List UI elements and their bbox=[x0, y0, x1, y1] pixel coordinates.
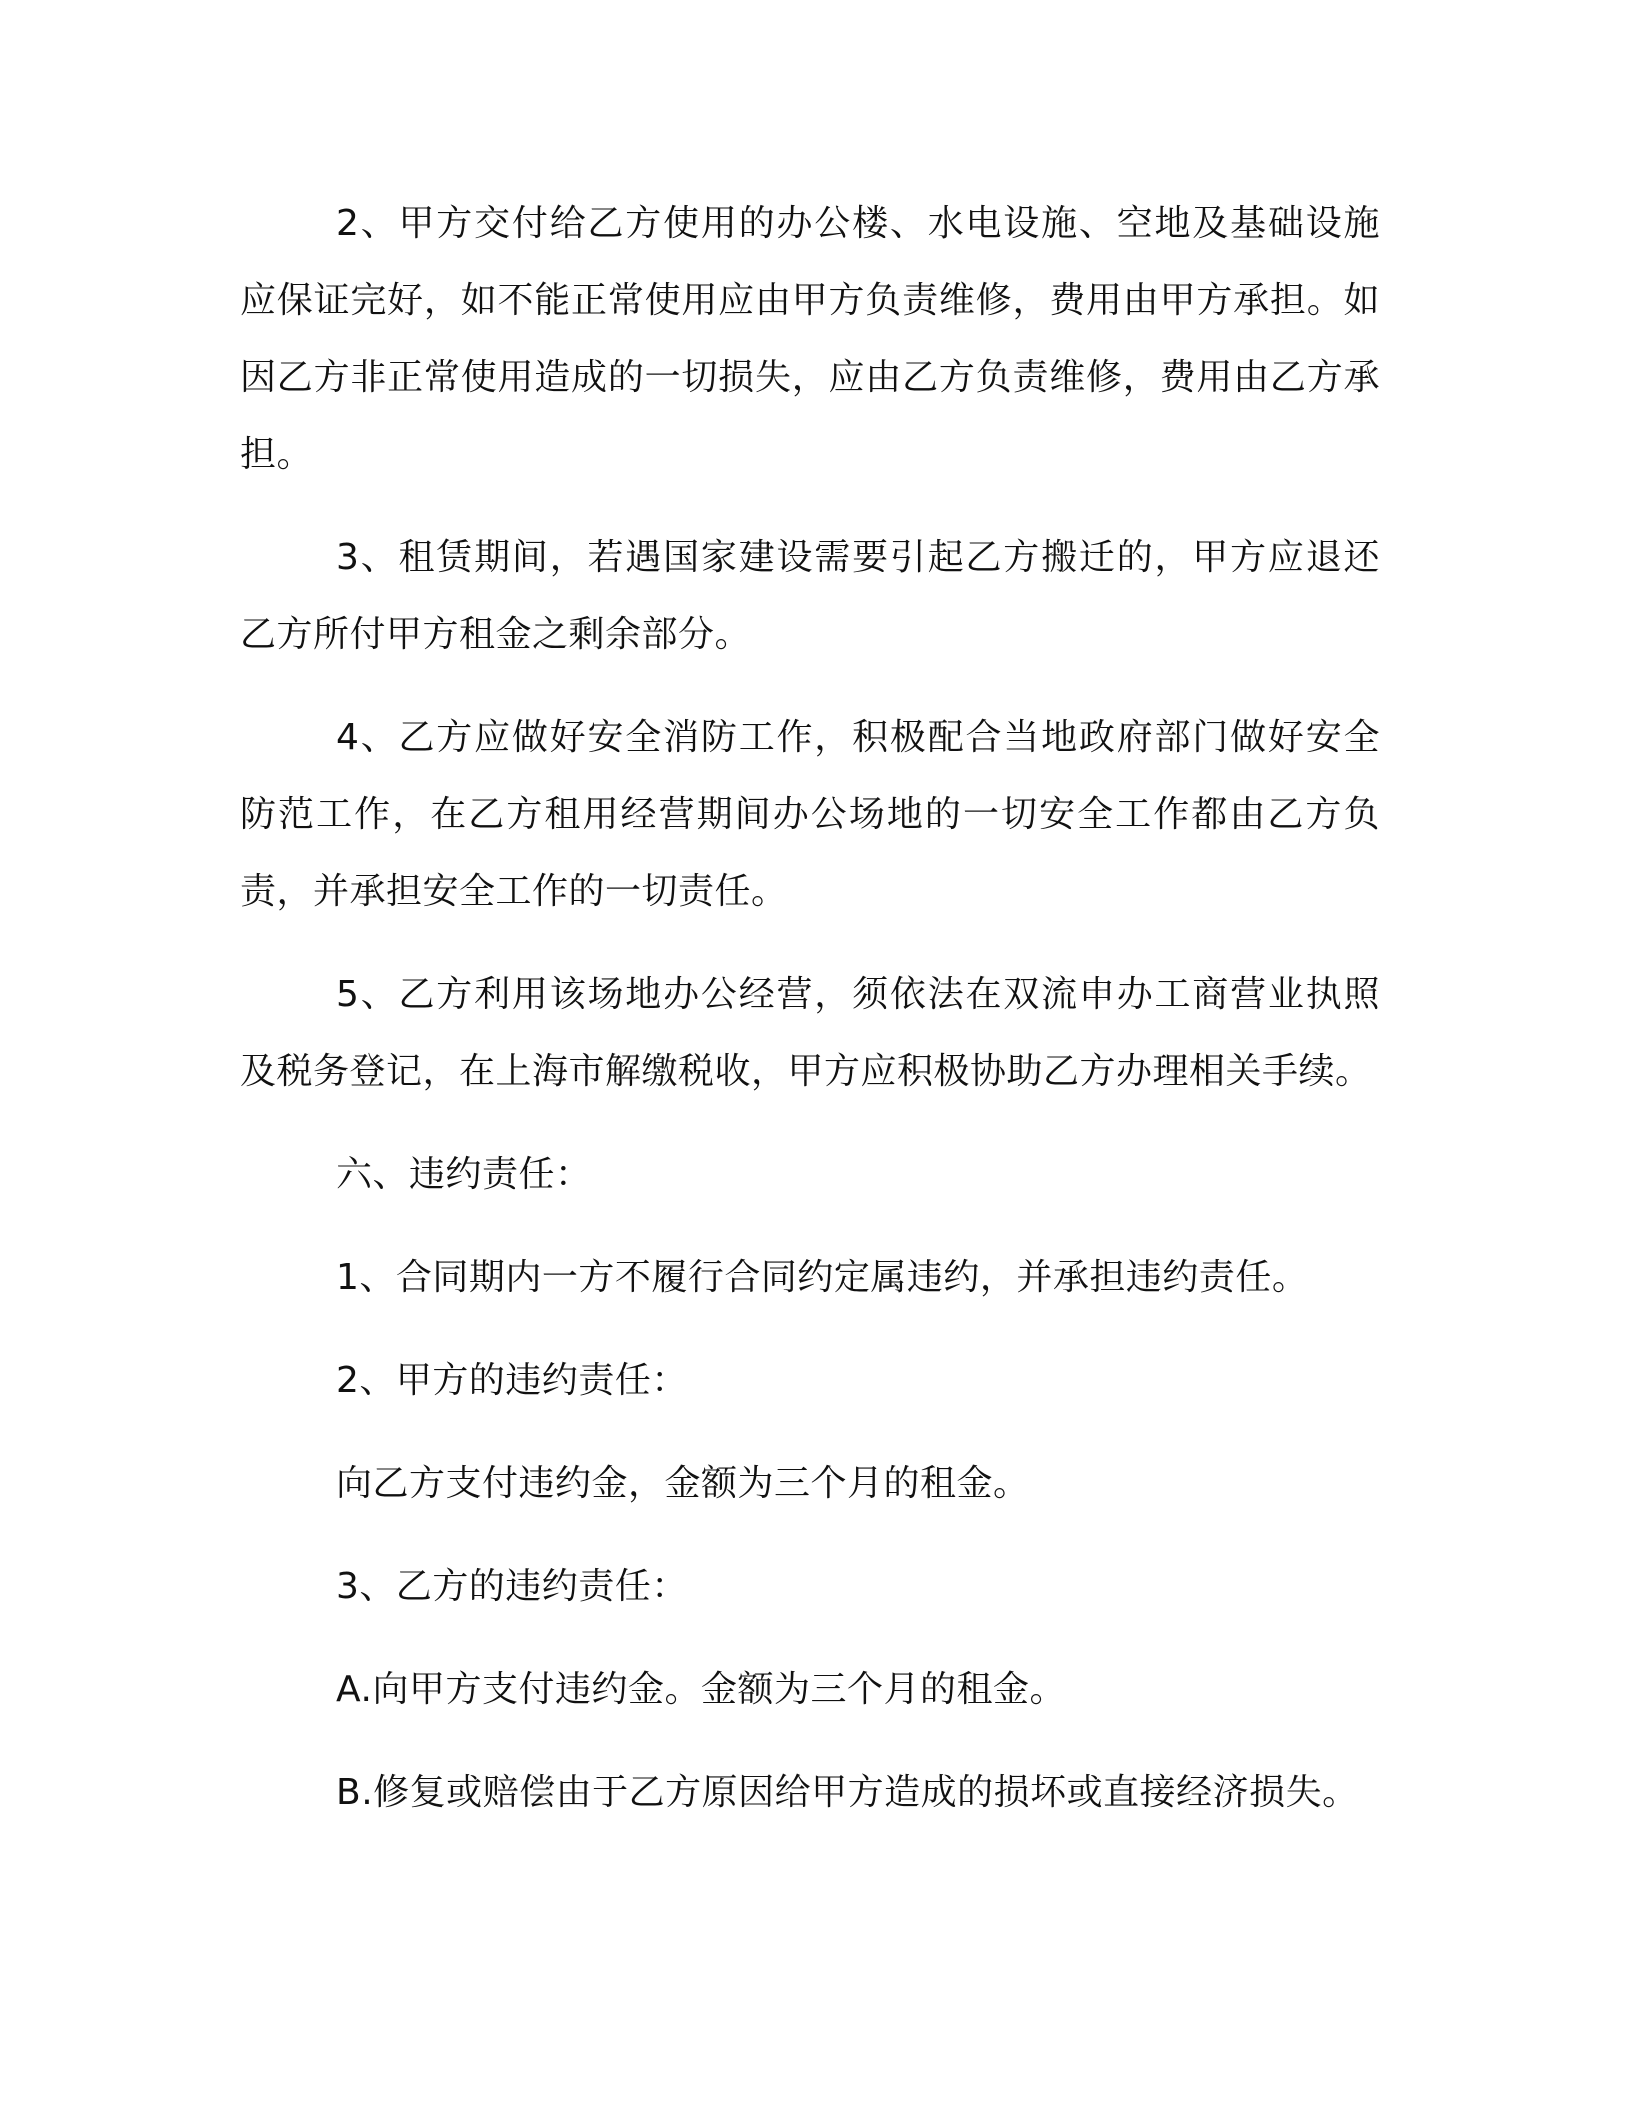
clause-paragraph: 3、乙方的违约责任： bbox=[336, 1566, 688, 1607]
clause-paragraph: 5、乙方利用该场地办公经营，须依法在双流申办工商营业执照及税务登记，在上海市解缴税收，甲方应积极协助乙方办理相关手续。 bbox=[240, 974, 1380, 1092]
section-heading: 六、违约责任： bbox=[336, 1154, 592, 1195]
clause-paragraph: A.向甲方支付违约金。金额为三个月的租金。 bbox=[336, 1669, 1066, 1710]
document-body bbox=[240, 185, 1380, 1857]
clause-paragraph: 1、合同期内一方不履行合同约定属违约，并承担违约责任。 bbox=[336, 1257, 1309, 1298]
clause-paragraph: B.修复或赔偿由于乙方原因给甲方造成的损坏或直接经济损失。 bbox=[336, 1772, 1359, 1813]
clause-paragraph: 3、租赁期间，若遇国家建设需要引起乙方搬迁的，甲方应退还乙方所付甲方租金之剩余部分。 bbox=[240, 537, 1380, 655]
clause-paragraph: 2、甲方交付给乙方使用的办公楼、水电设施、空地及基础设施应保证完好，如不能正常使用应由甲方负责维修，费用由甲方承担。如因乙方非正常使用造成的一切损失，应由乙方负责维修，费用由乙方承担。 bbox=[240, 203, 1380, 475]
clause-paragraph: 4、乙方应做好安全消防工作，积极配合当地政府部门做好安全防范工作，在乙方租用经营期间办公场地的一切安全工作都由乙方负责，并承担安全工作的一切责任。 bbox=[240, 717, 1380, 912]
clause-paragraph: 向乙方支付违约金，金额为三个月的租金。 bbox=[336, 1463, 1030, 1504]
clause-paragraph: 2、甲方的违约责任： bbox=[336, 1360, 688, 1401]
